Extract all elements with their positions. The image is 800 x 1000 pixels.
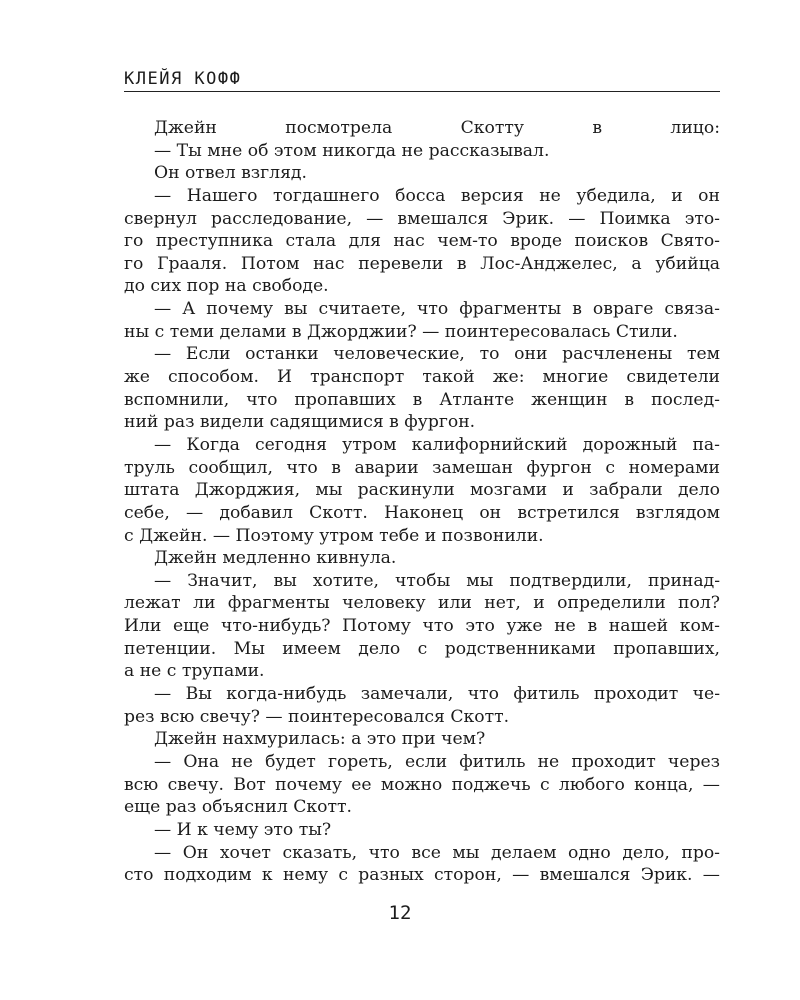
text-line: — Нашего тогдашнего босса версия не убедила, и он — [154, 185, 720, 206]
page-number: 12 — [388, 902, 412, 924]
text-line: сто подходим к нему с разных сторон, — вмешался Эрик. — — [124, 865, 720, 886]
text-line: — Он хочет сказать, что все мы делаем одно дело, про- — [154, 842, 720, 863]
text-line: лежат ли фрагменты человеку или нет, и определили пол? — [124, 593, 720, 614]
text-line: еще раз объяснил Скотт. — [124, 797, 352, 818]
text-line: — Вы когда-нибудь замечали, что фитиль проходит че- — [154, 684, 720, 705]
text-line: го Грааля. Потом нас перевели в Лос-Анджелес, а убийца — [124, 253, 720, 274]
text-line: Или еще что-нибудь? Потому что это уже не в нашей ком- — [124, 616, 720, 637]
text-line: же способом. И транспорт такой же: многие свидетели — [124, 367, 720, 388]
text-line: а не с трупами. — [124, 661, 265, 682]
body-text — [124, 117, 720, 887]
text-line: — Значит, вы хотите, чтобы мы подтвердили, принад- — [154, 570, 720, 591]
text-line: го преступника стала для нас чем-то вроде поисков Свято- — [124, 231, 720, 252]
text-line: себе, — добавил Скотт. Наконец он встретился взглядом — [124, 502, 720, 523]
text-line: до сих пор на свободе. — [124, 276, 329, 297]
text-line: рез всю свечу? — поинтересовался Скотт. — [124, 706, 510, 727]
text-line: — И к чему это ты? — [154, 819, 332, 840]
running-title: КЛЕЙЯ КОФФ — [124, 69, 242, 89]
text-line: Он отвел взгляд. — [154, 163, 307, 184]
text-line: штата Джорджия, мы раскинули мозгами и забрали дело — [124, 480, 720, 501]
text-line: всю свечу. Вот почему ее можно поджечь с любого конца, — — [124, 774, 720, 795]
text-line: ны с теми делами в Джорджии? — поинтересовалась Стили. — [124, 321, 678, 342]
text-line: — А почему вы считаете, что фрагменты в овраге связа- — [154, 299, 720, 320]
text-line: петенции. Мы имеем дело с родственниками пропавших, — [124, 638, 720, 659]
text-line: — Она не будет гореть, если фитиль не проходит через — [154, 751, 720, 772]
text-line: Джейн нахмурилась: а это при чем? — [154, 729, 486, 750]
text-line: вспомнили, что пропавших в Атланте женщин в послед- — [124, 389, 720, 410]
text-line: с Джейн. — Поэтому утром тебе и позвонили. — [124, 525, 544, 546]
text-line: Джейн медленно кивнула. — [154, 548, 397, 569]
text-line: — Когда сегодня утром калифорнийский дорожный па- — [154, 434, 720, 455]
text-line: труль сообщил, что в аварии замешан фургон с номерами — [124, 457, 720, 478]
text-line: — Ты мне об этом никогда не рассказывал. — [154, 140, 550, 161]
running-head — [124, 62, 720, 92]
text-line: — Если останки человеческие, то они расчленены тем — [154, 344, 720, 365]
text-line: Джейн посмотрела Скотту в лицо: — [154, 118, 720, 138]
text-line: свернул расследование, — вмешался Эрик. — Поимка это- — [124, 208, 720, 229]
text-line: ний раз видели садящимися в фургон. — [124, 412, 476, 433]
